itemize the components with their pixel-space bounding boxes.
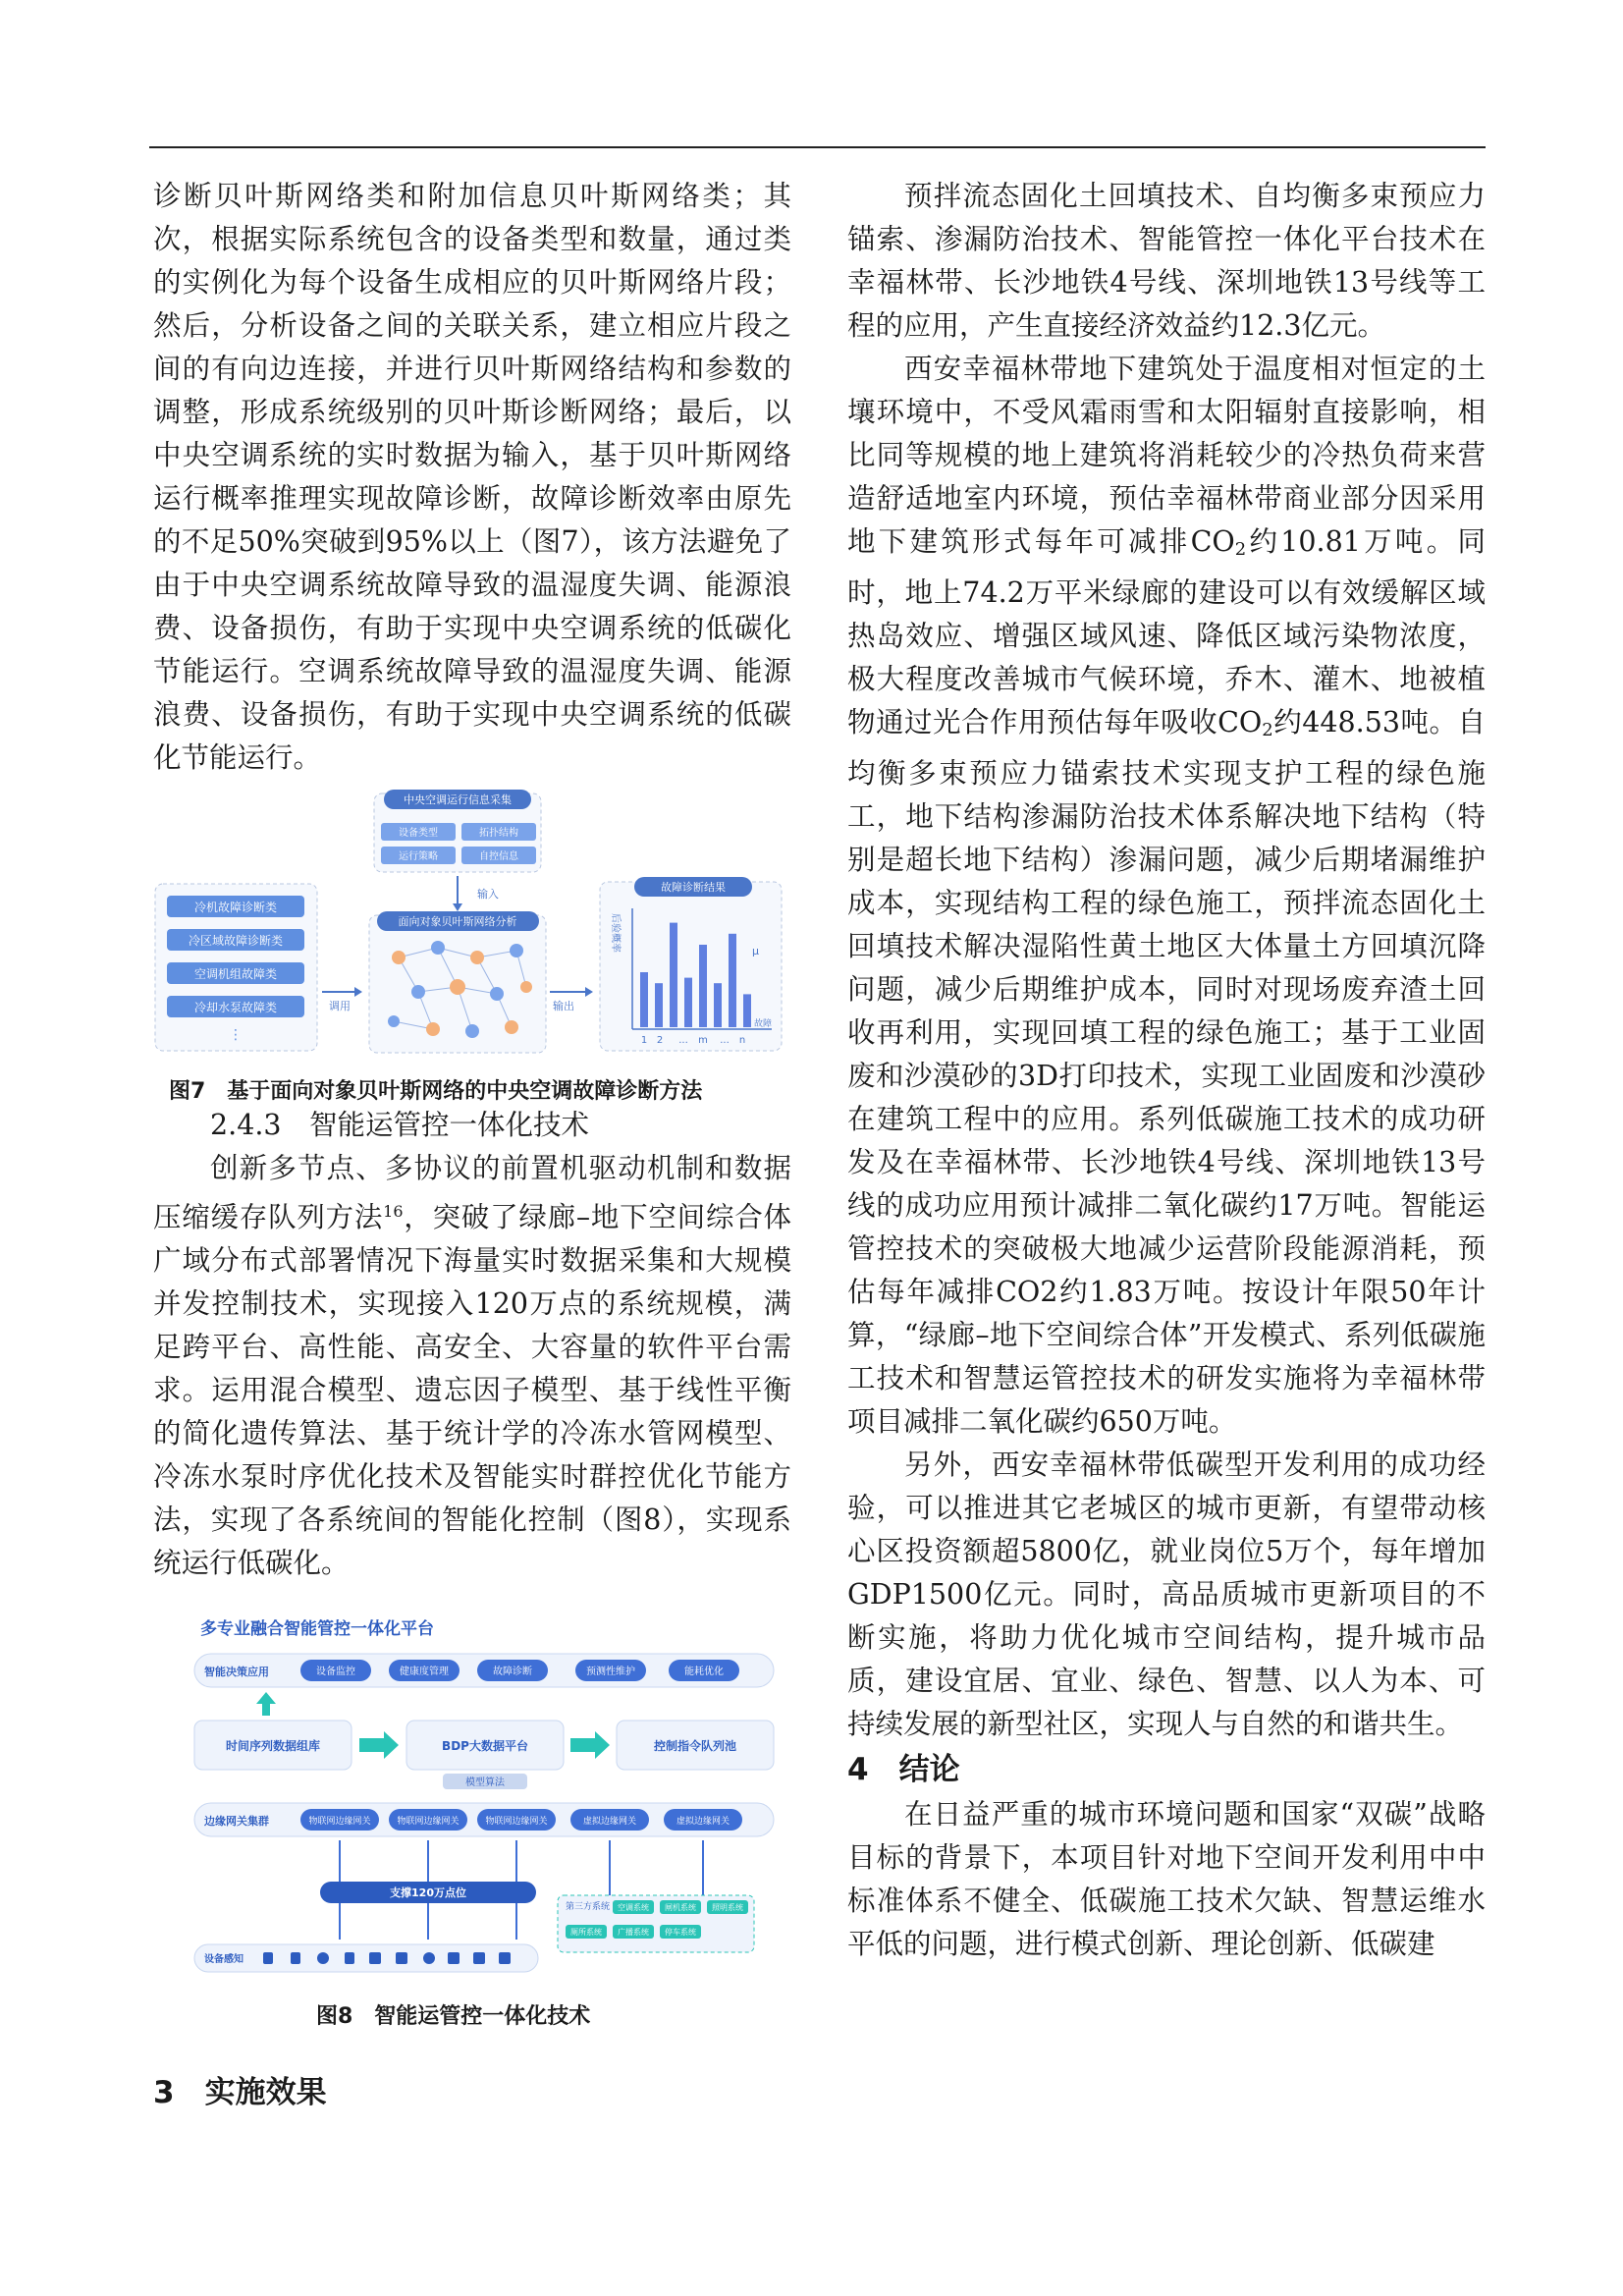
fig8-row3-item: 虚拟边缘网关 [676, 1817, 730, 1827]
fig8-third-item: 空调系统 [618, 1903, 649, 1912]
fig8-row3-item: 物联网边缘网关 [308, 1817, 371, 1827]
left-column [153, 175, 791, 780]
right-paragraph-3: 另外，西安幸福林带低碳型开发利用的成功经验，可以推进其它老城区的城市更新，有望带动核心区投资额超5800亿，就业岗位5万个，每年增加GDP1500亿元。同时，高品质城市更新项目的不断实施，将助力优化城市空间结构，提升城市品质，建设宜居、宜业、绿色、智慧、以人为本、可持续发展的新型社区，实现人与自然的和谐共生。 [847, 1449, 1486, 1740]
fig7-x-tick: m [698, 1035, 708, 1046]
fig7-bar [670, 923, 677, 1027]
section-4-heading: 4 结论 [847, 1752, 960, 1787]
left-paragraph-2: 创新多节点、多协议的前置机驱动机制和数据压缩缓存队列方法$^{16}$，突破了绿廊–地下空间综合体广域分布式部署情况下海量实时数据采集和大规模并发控制技术，实现接入120万点的系统规模，满足跨平台、高性能、高安全、大容量的软件平台需求。运用混合模型、遗忘因子模型、基于线性平衡的简化遗传算法、基于统计学的冷冻水管网模型、冷冻水泵时序优化技术及智能实时群控优化节能方法，实现了各系统间的智能化控制（图8），实现系统运行低碳化。 [153, 1152, 791, 1579]
fig7-x-tick: n [738, 1035, 746, 1046]
fig7-info-item-2: 拓扑结构 [479, 828, 518, 839]
fig7-x-tick: 1 [640, 1035, 648, 1046]
fig7-x-tick: ... [720, 1035, 730, 1046]
fig7-class-3: 空调机组故障类 [193, 967, 278, 981]
fig8-row3-items [300, 1809, 742, 1831]
fig8-third-item: 停车系统 [665, 1928, 696, 1937]
fig7-y-label: 后验概率 [610, 913, 621, 953]
fig8-title: 多专业融合智能管控一体化平台 [200, 1619, 434, 1639]
figure-8 [192, 1611, 782, 1984]
fig7-output-label: 输出 [553, 1000, 574, 1012]
left-column-lower [153, 1104, 791, 1585]
right-paragraph-4: 在日益严重的城市环境问题和国家“双碳”战略目标的背景下，本项目针对地下空间开发利用中中标准体系不健全、低碳施工技术欠缺、智慧运维水平低的问题，进行模式创新、理论创新、低碳建 [847, 1798, 1486, 1960]
fig8-center-sub: 模型算法 [465, 1777, 505, 1788]
fig7-bar [640, 972, 648, 1027]
figure-7-caption: 图7 基于面向对象贝叶斯网络的中央空调故障诊断方法 [169, 1079, 703, 1104]
fig8-row3-label: 边缘网关集群 [204, 1815, 269, 1828]
fig8-row1-item: 故障诊断 [493, 1667, 532, 1677]
fig8-third-item: 闸机系统 [665, 1903, 696, 1912]
fig8-third-item: 厕所系统 [570, 1928, 602, 1937]
section-3-heading: 3 实施效果 [153, 2075, 327, 2110]
fig8-row3-item: 虚拟边缘网关 [582, 1817, 637, 1827]
fig7-bar [743, 994, 751, 1027]
fig7-class-2: 冷区域故障诊断类 [188, 934, 284, 948]
fig7-info-item-3: 运行策略 [399, 851, 438, 862]
fig8-third-title: 第三方系统 [566, 1902, 611, 1912]
fig7-input-label: 输入 [477, 888, 499, 901]
fig8-row1-label: 智能决策应用 [204, 1666, 269, 1678]
fig7-network-title: 面向对象贝叶斯网络分析 [398, 915, 517, 928]
fig7-bar [729, 934, 736, 1027]
fig8-third-item: 照明系统 [712, 1903, 743, 1912]
fig8-row1-items [300, 1660, 739, 1681]
fig8-row1-item: 预测性维护 [586, 1667, 635, 1677]
fig8-device-label: 设备感知 [204, 1954, 243, 1965]
fig7-dots: ⋮ [229, 1027, 243, 1043]
fig8-left-box: 时间序列数据组库 [225, 1739, 321, 1753]
fig7-call-label: 调用 [329, 1000, 351, 1012]
right-column [847, 175, 1486, 1966]
fig7-x-tick: ... [678, 1035, 688, 1046]
fig8-row1-item: 能耗优化 [684, 1667, 724, 1677]
fig8-support-label: 支撑120万点位 [390, 1886, 466, 1899]
fig7-class-4: 冷却水泵故障类 [193, 1001, 278, 1014]
fig7-info-title: 中央空调运行信息采集 [404, 793, 512, 806]
fig7-mu: μ [752, 945, 759, 957]
fig7-info-item-4: 自控信息 [479, 851, 518, 862]
fig8-row3-item: 物联网边缘网关 [397, 1817, 460, 1827]
fig7-info-item-1: 设备类型 [399, 828, 438, 839]
fig8-third-item: 广播系统 [618, 1928, 649, 1937]
fig7-bar [699, 945, 707, 1027]
fig7-bar [714, 983, 722, 1027]
fig8-row1-item: 设备监控 [316, 1667, 355, 1677]
fig8-center-box: BDP大数据平台 [442, 1739, 528, 1753]
fig7-class-1: 冷机故障诊断类 [193, 901, 278, 914]
fig8-row1-item: 健康度管理 [400, 1667, 449, 1677]
fig7-bar [684, 978, 692, 1027]
header-rule [149, 146, 1486, 148]
figure-8-caption: 图8 智能运管控一体化技术 [316, 2004, 591, 2029]
right-paragraph-1: 预拌流态固化土回填技术、自均衡多束预应力锚索、渗漏防治技术、智能管控一体化平台技术在幸福林带、长沙地铁4号线、深圳地铁13号线等工程的应用，产生直接经济效益约12.3亿元。 [847, 180, 1486, 342]
figure-7 [153, 786, 791, 1056]
section-2-4-3-heading: 2.4.3 智能运管控一体化技术 [210, 1109, 590, 1141]
fig7-x-label: 故障 [754, 1019, 773, 1029]
fig8-row3-item: 物联网边缘网关 [485, 1817, 548, 1827]
fig8-right-box: 控制指令队列池 [653, 1739, 737, 1753]
fig7-result-title: 故障诊断结果 [661, 881, 726, 894]
right-paragraph-2: 西安幸福林带地下建筑处于温度相对恒定的土壤环境中，不受风霜雨雪和太阳辐射直接影响，相比同等规模的地上建筑将消耗较少的冷热负荷来营造舒适地室内环境，预估幸福林带商业部分因采用地下建筑形式每年可减排$CO_2$约10.81万吨。同时，地上74.2万平米绿廊的建设可以有效缓解区域热岛效应、增强区域风速、降低区域污染物浓度，极大程度改善城市气候环境，乔木、灌木、地被植物通过光合作用预估每年吸收$CO_2$约448.53吨。自均衡多束预应力锚索技术实现支护工程的绿色施工，地下结构渗漏防治技术体系解决地下结构（特别是超长地下结构）渗漏问题，减少后期堵漏维护成本，实现结构工程的绿色施工，预拌流态固化土回填技术解决湿陷性黄土地区大体量土方回填沉降问题，减少后期维护成本，同时对现场废弃渣土回收再利用，实现回填工程的绿色施工；基于工业固废和沙漠砂的3D打印技术，实现工业固废和沙漠砂在建筑工程中的应用。系列低碳施工技术的成功研发及在幸福林带、长沙地铁4号线、深圳地铁13号线的成功应用预计减排二氧化碳约17万吨。智能运管控技术的突破极大地减少运营阶段能源消耗，预估每年减排CO2约1.83万吨。按设计年限50年计算，“绿廊–地下空间综合体”开发模式、系列低碳施工技术和智慧运管控技术的研发实施将为幸福林带项目减排二氧化碳约650万吨。 [847, 353, 1486, 1438]
fig7-x-tick: 2 [656, 1035, 664, 1046]
fig7-bar [655, 983, 663, 1027]
left-paragraph-1: 诊断贝叶斯网络类和附加信息贝叶斯网络类；其次，根据实际系统包含的设备类型和数量，通过类的实例化为每个设备生成相应的贝叶斯网络片段；然后，分析设备之间的关联关系，建立相应片段之间的有向边连接，并进行贝叶斯网络结构和参数的调整，形成系统级别的贝叶斯诊断网络；最后，以中央空调系统的实时数据为输入，基于贝叶斯网络运行概率推理实现故障诊断，故障诊断效率由原先的不足50%突破到95%以上（图7），该方法避免了由于中央空调系统故障导致的温湿度失调、能源浪费、设备损伤，有助于实现中央空调系统的低碳化节能运行。空调系统故障导致的温湿度失调、能源浪费、设备损伤，有助于实现中央空调系统的低碳化节能运行。 [153, 180, 791, 774]
